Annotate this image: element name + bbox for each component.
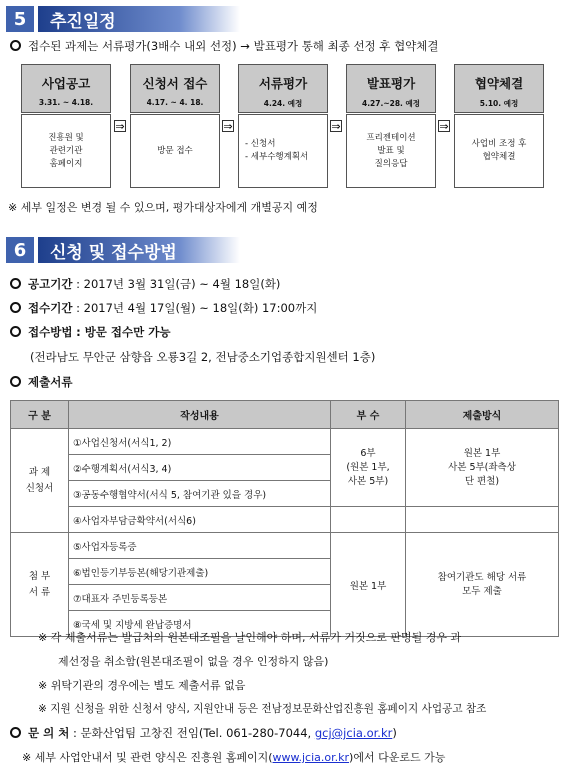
item-cell: ⑤사업자등록증 — [69, 533, 331, 559]
step-body: 사업비 조정 후 협약체결 — [454, 114, 544, 188]
item-cell: ④사업자부담금확약서(서식6) — [69, 507, 331, 533]
contact-email-link[interactable]: gcj@jcia.or.kr — [314, 726, 393, 740]
item-cell: ⑥법인등기부등본(해당기관제출) — [69, 559, 331, 585]
copies-cell: 원본 1부 — [331, 533, 406, 637]
receipt-period-value: : 2017년 4월 17일(월) ~ 18일(화) 17:00까지 — [76, 301, 318, 315]
schedule-note: ※ 세부 일정은 변경 될 수 있으며, 평가대상자에게 개별공지 예정 — [8, 201, 318, 214]
download-suffix: )에서 다운로드 가능 — [349, 751, 446, 764]
section-title: 신청 및 접수방법 — [38, 237, 240, 263]
table-header-row — [11, 401, 559, 429]
item-cell: ⑧국세 및 지방세 완납증명서 — [69, 611, 331, 637]
step-date: 4.24. 예정 — [263, 99, 303, 108]
step-document-review — [238, 64, 328, 188]
step-date: 4.17. ~ 4. 18. — [146, 98, 204, 107]
circle-bullet-icon — [10, 302, 21, 313]
note-originals-line2: 제선정을 취소함(원본대조필이 없을 경우 인정하지 않음) — [58, 655, 329, 668]
documents-table — [10, 400, 559, 637]
header-copies: 부 수 — [331, 401, 406, 429]
contact-close: ) — [392, 726, 397, 740]
receipt-method — [10, 324, 170, 340]
note-originals-line1: ※ 각 제출서류는 발급처의 원본대조필을 날인해야 하며, 서류가 거짓으로 판명될 경우 과 — [38, 631, 462, 644]
item-cell: ⑦대표자 주민등록등본 — [69, 585, 331, 611]
notice-period — [10, 276, 280, 292]
step-date: 4.27.~28. 예정 — [361, 99, 421, 108]
step-agreement — [454, 64, 544, 188]
circle-bullet-icon — [10, 727, 21, 738]
documents-heading — [10, 374, 72, 390]
note-forms: ※ 지원 신청을 위한 신청서 양식, 지원안내 등은 전남정보문화산업진흥원 홈페이지 사업공고 참조 — [38, 703, 487, 715]
receipt-period-label: 접수기간 — [28, 301, 73, 315]
section-6-header — [6, 237, 240, 263]
step-notice — [21, 64, 111, 188]
empty-cell — [331, 507, 406, 533]
contact-value: : 문화산업팀 고창진 전임(Tel. 061-280-7044, — [73, 726, 312, 740]
method-cell: 참여기관도 해당 서류 모두 제출 — [406, 533, 559, 637]
arrow-right-icon: ⇒ — [115, 120, 125, 133]
category-cell: 과 제 신청서 — [11, 429, 69, 533]
notice-period-value: : 2017년 3월 31일(금) ~ 4월 18일(화) — [76, 277, 281, 291]
arrow-right-icon: ⇒ — [331, 120, 341, 133]
section-number: 5 — [6, 6, 34, 32]
receipt-period — [10, 300, 317, 316]
step-body: 진흥원 및 관련기관 홈페이지 — [21, 114, 111, 188]
table-row — [11, 507, 559, 533]
step-body: 프리젠테이션 발표 및 질의응답 — [346, 114, 436, 188]
download-note — [22, 749, 445, 765]
step-body: - 신청서 - 세부수행계획서 — [238, 114, 328, 188]
category-cell: 첨 부 서 류 — [11, 533, 69, 637]
step-date: 3.31. ~ 4.18. — [38, 98, 94, 107]
step-title: 협약체결 — [474, 76, 524, 91]
circle-bullet-icon — [10, 376, 21, 387]
circle-bullet-icon — [10, 40, 21, 51]
item-cell: ②수행계획서(서식3, 4) — [69, 455, 331, 481]
empty-cell — [406, 507, 559, 533]
arrow-right-icon: ⇒ — [439, 120, 449, 133]
intro-text: 접수된 과제는 서류평가(3배수 내외 선정) → 발표평가 통해 최종 선정 후 협약체결 — [28, 39, 439, 53]
download-prefix: ※ 세부 사업안내서 및 관련 양식은 진흥원 홈페이지( — [22, 751, 273, 764]
contact-line — [10, 725, 397, 741]
step-body: 방문 접수 — [130, 114, 220, 188]
step-presentation — [346, 64, 436, 188]
address: (전라남도 무안군 삼향읍 오룡3길 2, 전남중소기업종합지원센터 1층) — [30, 350, 376, 364]
notice-period-label: 공고기간 — [28, 277, 73, 291]
step-title: 사업공고 — [41, 76, 91, 91]
table-row — [11, 533, 559, 559]
step-title: 신청서 접수 — [142, 76, 208, 91]
note-consignment: ※ 위탁기관의 경우에는 별도 제출서류 없음 — [38, 679, 246, 692]
table-row — [11, 429, 559, 455]
receipt-method-value: : 방문 접수만 가능 — [76, 325, 171, 339]
header-category: 구 분 — [11, 401, 69, 429]
header-contents: 작성내용 — [69, 401, 331, 429]
section-5-header — [6, 6, 240, 32]
documents-label: 제출서류 — [28, 375, 73, 389]
step-receipt — [130, 64, 220, 188]
method-cell: 원본 1부 사본 5부(좌측상 단 편철) — [406, 429, 559, 507]
arrow-right-icon: ⇒ — [223, 120, 233, 133]
homepage-link[interactable]: www.jcia.or.kr — [272, 751, 350, 764]
contact-label: 문 의 처 — [28, 726, 70, 740]
step-title: 서류평가 — [258, 76, 308, 91]
circle-bullet-icon — [10, 326, 21, 337]
intro-line — [10, 38, 439, 54]
step-title: 발표평가 — [366, 76, 416, 91]
receipt-method-label: 접수방법 — [28, 325, 73, 339]
step-date: 5.10. 예정 — [479, 99, 519, 108]
section-title: 추진일정 — [38, 6, 240, 32]
copies-cell: 6부 (원본 1부, 사본 5부) — [331, 429, 406, 507]
item-cell: ③공동수행협약서(서식 5, 참여기관 있을 경우) — [69, 481, 331, 507]
header-method: 제출방식 — [406, 401, 559, 429]
section-number: 6 — [6, 237, 34, 263]
circle-bullet-icon — [10, 278, 21, 289]
item-cell: ①사업신청서(서식1, 2) — [69, 429, 331, 455]
